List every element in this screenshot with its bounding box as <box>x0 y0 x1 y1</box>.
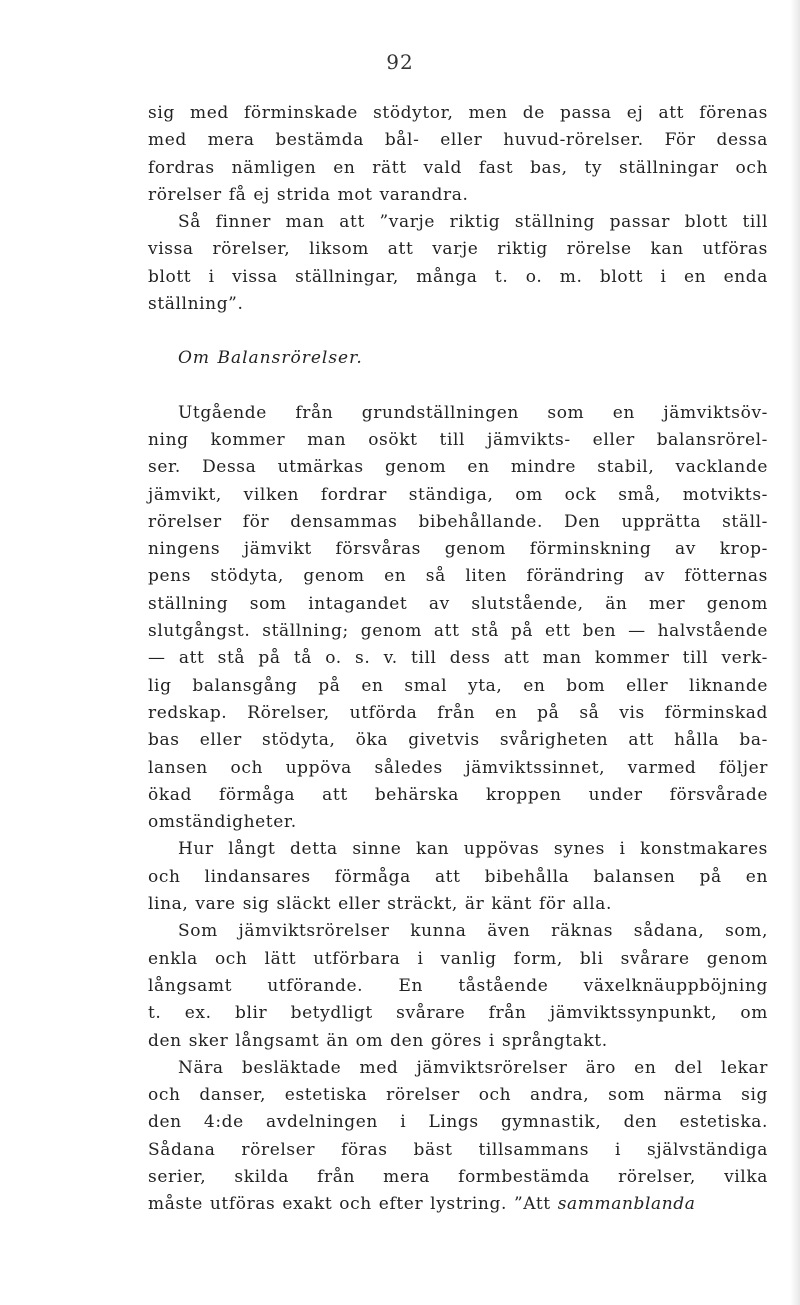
text-line: Sådana rörelser föras bäst tillsammans i självständiga <box>148 1139 768 1160</box>
paragraph-3 <box>148 400 768 837</box>
text-line: ställning”. <box>148 294 244 315</box>
text-line: pens stödyta, genom en så liten förändring av fötternas <box>148 566 768 587</box>
text-line: lansen och uppöva således jämviktssinnet, varmed följer <box>148 757 768 778</box>
text-line: rörelser få ej strida mot varandra. <box>148 184 469 205</box>
text-line: Utgående från grundställningen som en jämviktsöv- <box>178 402 768 423</box>
text-line: Hur långt detta sinne kan uppövas synes i konstmakares <box>178 839 768 860</box>
paragraph-5 <box>148 918 768 1054</box>
text-line: ökad förmåga att behärska kroppen under försvårade <box>148 784 768 805</box>
text-line: blott i vissa ställningar, många t. o. m. blott i en enda <box>148 266 768 287</box>
text-line: ningens jämvikt försvåras genom förminskning av krop- <box>148 539 768 560</box>
paragraph-6 <box>148 1055 768 1219</box>
text-line: Så finner man att ”varje riktig ställning passar blott till <box>178 212 768 233</box>
section-heading: Om Balansrörelser. <box>178 348 363 369</box>
text-line: rörelser för densammas bibehållande. Den upprätta ställ- <box>148 511 768 532</box>
body-text <box>148 100 768 1219</box>
text-line: den sker långsamt än om den göres i språngtakt. <box>148 1030 608 1051</box>
text-line: omständigheter. <box>148 812 297 833</box>
text-line: ning kommer man osökt till jämvikts- eller balansrörel- <box>148 429 768 450</box>
text-line: den 4:de avdelningen i Lings gymnastik, den estetiska. <box>148 1112 768 1133</box>
text-line: sig med förminskade stödytor, men de passa ej att förenas <box>148 103 768 123</box>
text-line: enkla och lätt utförbara i vanlig form, bli svårare genom <box>148 948 768 969</box>
paragraph-4 <box>148 836 768 918</box>
text-line: lina, vare sig släckt eller sträckt, är känt för alla. <box>148 894 612 915</box>
page-edge <box>790 0 800 1305</box>
text-line: och lindansares förmåga att bibehålla balansen på en <box>148 866 768 887</box>
text-line: bas eller stödyta, öka givetvis svårigheten att hålla ba- <box>148 730 768 751</box>
text-line: med mera bestämda bål- eller huvud-rörelser. För dessa <box>148 130 768 151</box>
text-line: Som jämviktsrörelser kunna även räknas sådana, som, <box>178 921 768 942</box>
text-line: ser. Dessa utmärkas genom en mindre stabil, vacklande <box>148 457 768 478</box>
text-line: — att stå på tå o. s. v. till dess att man kommer till verk- <box>148 648 768 669</box>
text-line: långsamt utförande. En tåstående växelknäuppböjning <box>148 975 768 996</box>
text-line-last <box>148 1191 768 1218</box>
page-number: 92 <box>386 50 414 74</box>
text-line: vissa rörelser, liksom att varje riktig rörelse kan utföras <box>148 239 768 260</box>
text-line: lig balansgång på en smal yta, en bom eller liknande <box>148 675 768 696</box>
text-line: serier, skilda från mera formbestämda rörelser, vilka <box>148 1166 768 1187</box>
paragraph-2 <box>148 209 768 318</box>
text-line: jämvikt, vilken fordrar ständiga, om ock små, motvikts- <box>148 484 768 505</box>
text-line: ställning som intagandet av slutstående, än mer genom <box>148 593 768 614</box>
last-line-text: måste utföras exakt och efter lystring. ”Att <box>148 1194 558 1215</box>
text-line: t. ex. blir betydligt svårare från jämviktssynpunkt, om <box>148 1003 768 1024</box>
text-line: fordras nämligen en rätt vald fast bas, ty ställningar och <box>148 157 768 178</box>
paragraph-1 <box>148 100 768 209</box>
text-line: slutgångst. ställning; genom att stå på ett ben — halvstående <box>148 621 768 642</box>
text-line: redskap. Rörelser, utförda från en på så vis förminskad <box>148 702 768 723</box>
text-line: och danser, estetiska rörelser och andra, som närma sig <box>148 1085 768 1106</box>
text-line: Nära besläktade med jämviktsrörelser äro en del lekar <box>178 1057 768 1078</box>
last-line-italic-text: sammanblanda <box>557 1194 696 1215</box>
